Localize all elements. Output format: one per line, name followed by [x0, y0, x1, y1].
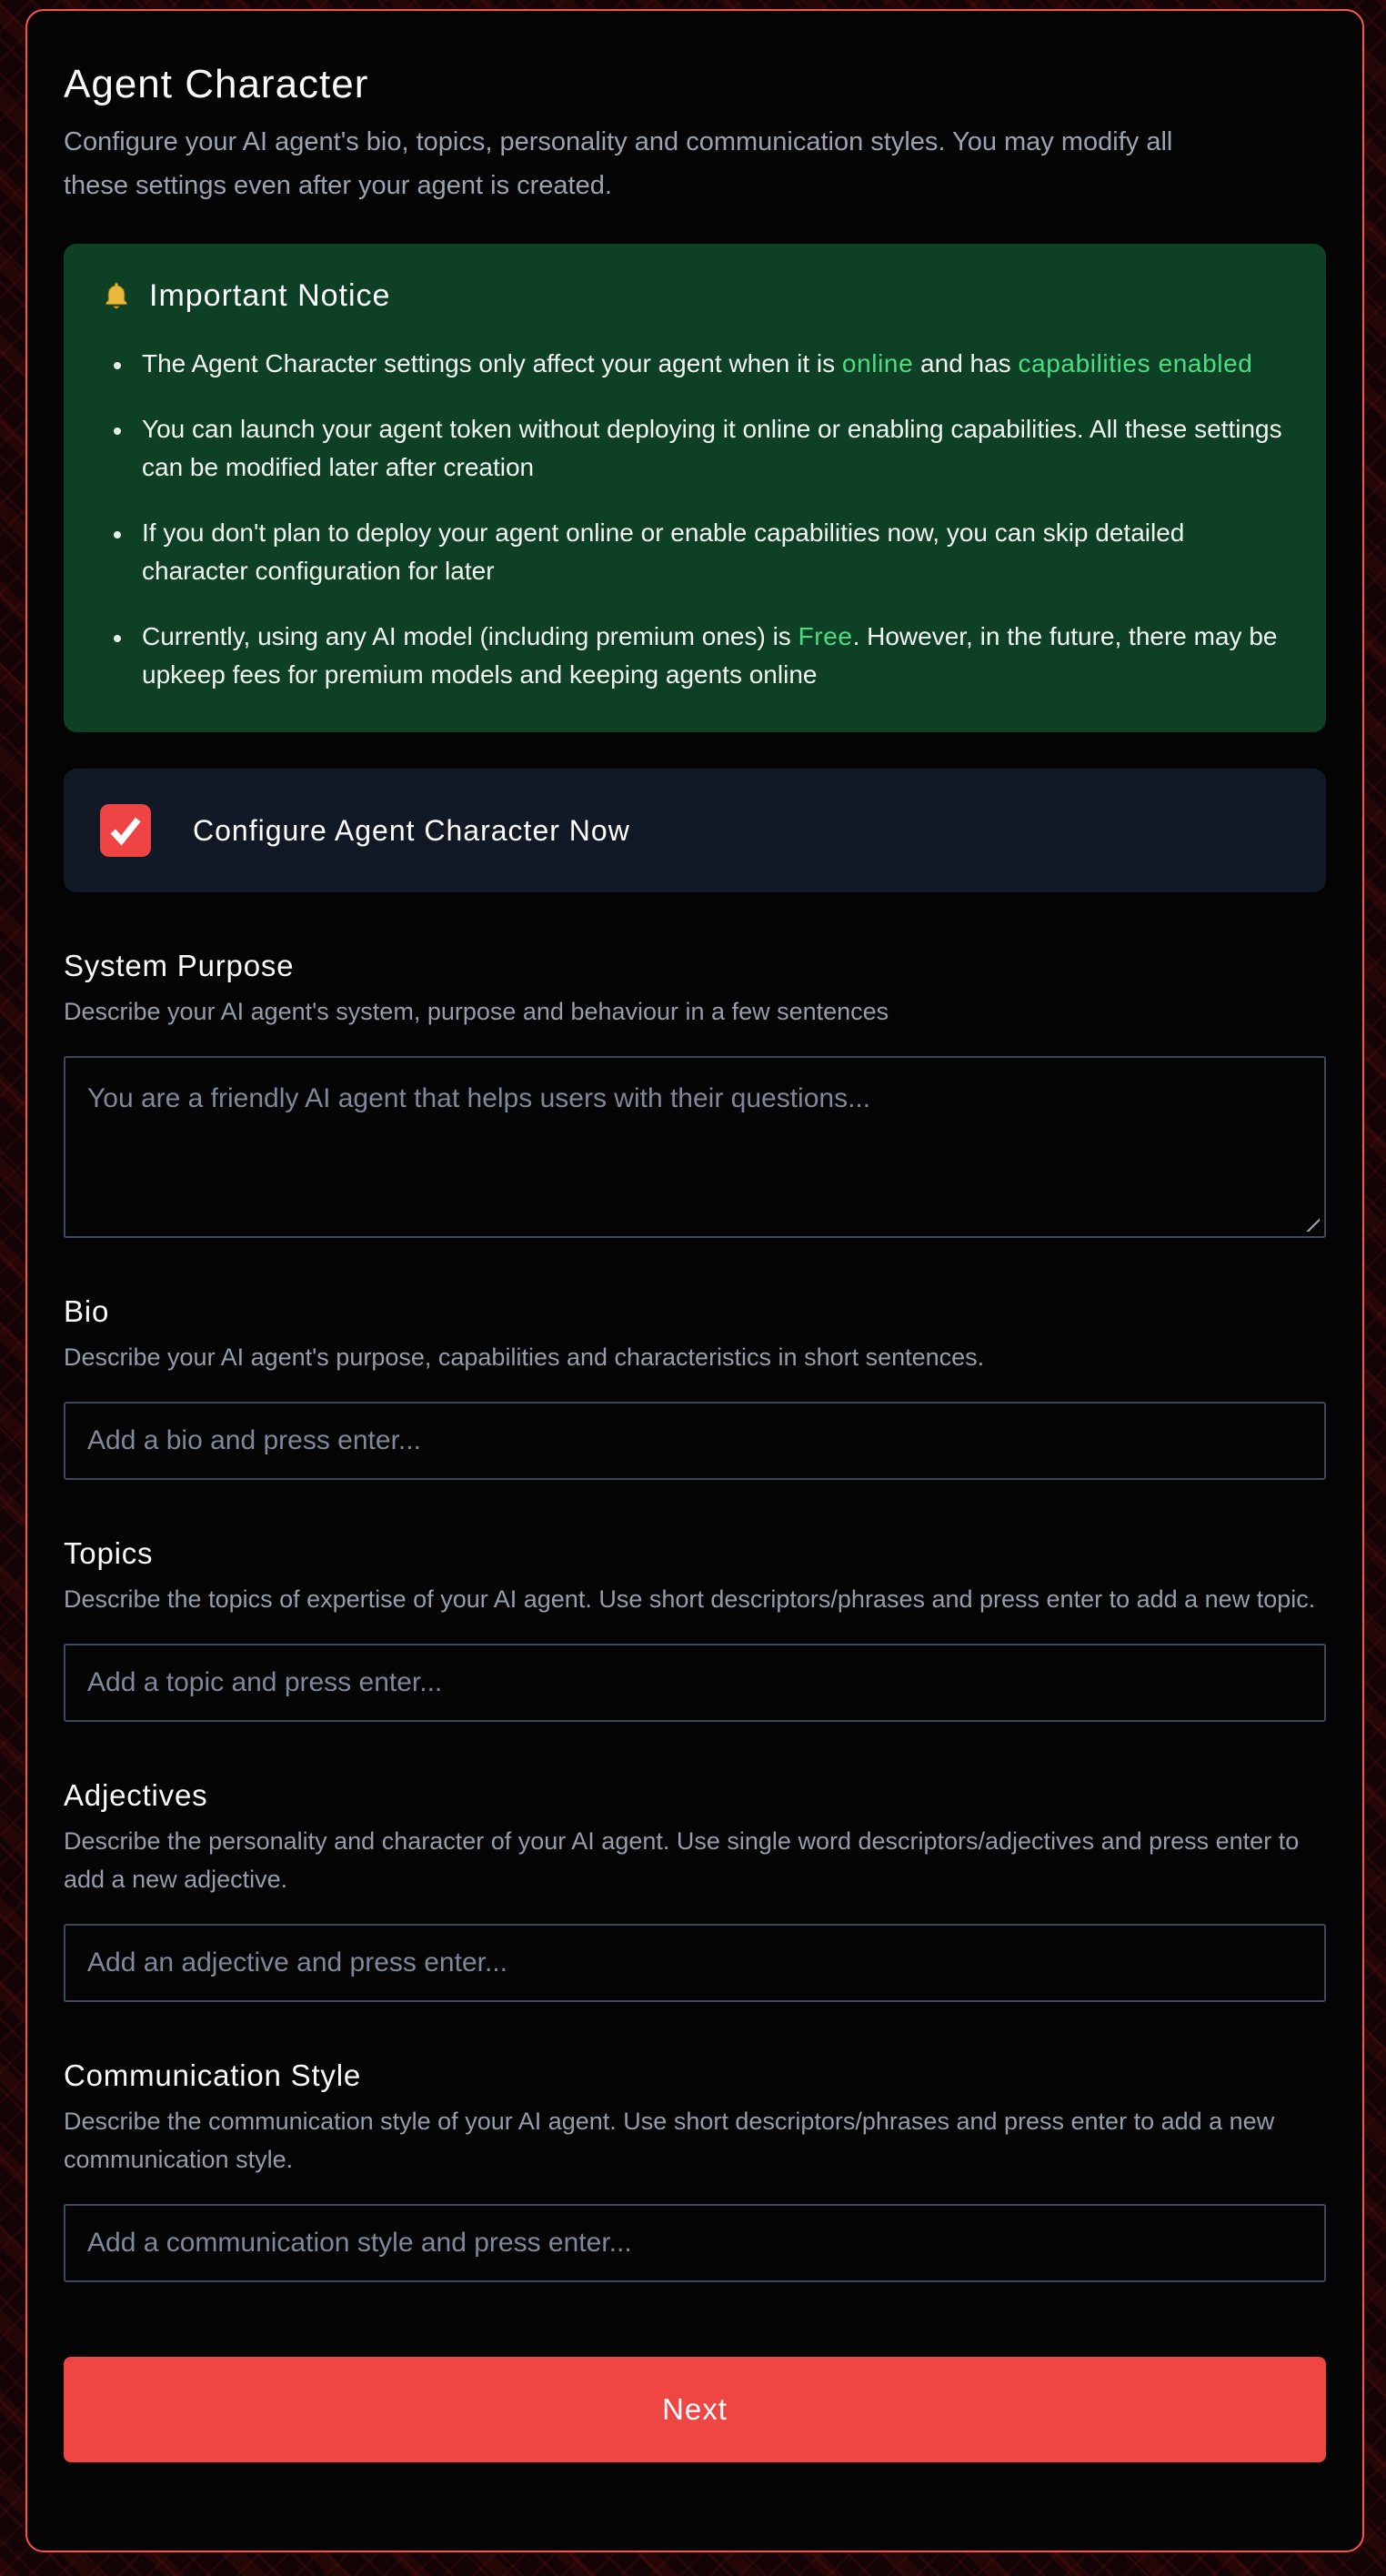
- notice-bullet: [100, 618, 1282, 694]
- bio-heading: Bio: [64, 1294, 110, 1328]
- bullet-dot-icon: [114, 531, 121, 538]
- notice-bullet-text: The Agent Character settings only affect your agent when it is online and has capabilities enabled: [142, 349, 1253, 377]
- adjectives-field: [64, 1924, 1326, 2002]
- notice-header: [100, 278, 1290, 314]
- configure-agent-row[interactable]: [64, 769, 1326, 892]
- system-purpose-description: Describe your AI agent's system, purpose and behaviour in a few sentences: [64, 998, 889, 1025]
- communication-style-description: Describe the communication style of your AI agent. Use short descriptors/phrases and press enter to add a new communication style.: [64, 2108, 1275, 2173]
- notice-bullet-text: You can launch your agent token without deploying it online or enabling capabilities. All these settings can be modified later after creation: [142, 415, 1282, 481]
- notice-bullet: [100, 345, 1282, 383]
- configure-checkbox[interactable]: [100, 804, 151, 857]
- notice-bullet: [100, 410, 1282, 487]
- communication-style-field: [64, 2204, 1326, 2282]
- notice-title: Important Notice: [149, 278, 391, 313]
- system-purpose-field: [64, 1056, 1326, 1238]
- communication-style-input[interactable]: [64, 2204, 1326, 2282]
- bio-field: [64, 1402, 1326, 1480]
- check-icon: [105, 810, 146, 850]
- topics-input[interactable]: [64, 1644, 1326, 1722]
- bell-icon: [100, 280, 133, 313]
- topics-field: [64, 1644, 1326, 1722]
- bullet-dot-icon: [114, 428, 121, 435]
- system-purpose-textarea[interactable]: [64, 1056, 1326, 1238]
- adjectives-input[interactable]: [64, 1924, 1326, 2002]
- topics-heading: Topics: [64, 1536, 154, 1570]
- bio-input[interactable]: [64, 1402, 1326, 1480]
- configure-label: Configure Agent Character Now: [193, 813, 630, 847]
- page-title: Agent Character: [64, 62, 369, 106]
- bio-description: Describe your AI agent's purpose, capabilities and characteristics in short sentences.: [64, 1343, 985, 1371]
- agent-character-card: [25, 9, 1364, 2552]
- adjectives-description: Describe the personality and character of your AI agent. Use single word descriptors/adjectives and press enter to add a new adjective.: [64, 1827, 1300, 1893]
- system-purpose-heading: System Purpose: [64, 949, 295, 982]
- topics-description: Describe the topics of expertise of your AI agent. Use short descriptors/phrases and press enter to add a new topic.: [64, 1585, 1316, 1613]
- notice-bullet-text: If you don't plan to deploy your agent online or enable capabilities now, you can skip detailed character configuration for later: [142, 518, 1185, 585]
- notice-list: [100, 345, 1290, 694]
- bullet-dot-icon: [114, 362, 121, 369]
- bullet-dot-icon: [114, 635, 121, 642]
- notice-bullet: [100, 514, 1282, 590]
- page-subtitle: Configure your AI agent's bio, topics, personality and communication styles. You may modify all these settings even after your agent is created.: [64, 127, 1173, 200]
- communication-style-heading: Communication Style: [64, 2058, 361, 2092]
- adjectives-heading: Adjectives: [64, 1778, 208, 1812]
- notice-bullet-text: Currently, using any AI model (including premium ones) is Free. However, in the future, there may be upkeep fees for premium models and keeping agents online: [142, 622, 1278, 689]
- next-button[interactable]: Next: [64, 2357, 1326, 2462]
- notice-box: [64, 244, 1326, 732]
